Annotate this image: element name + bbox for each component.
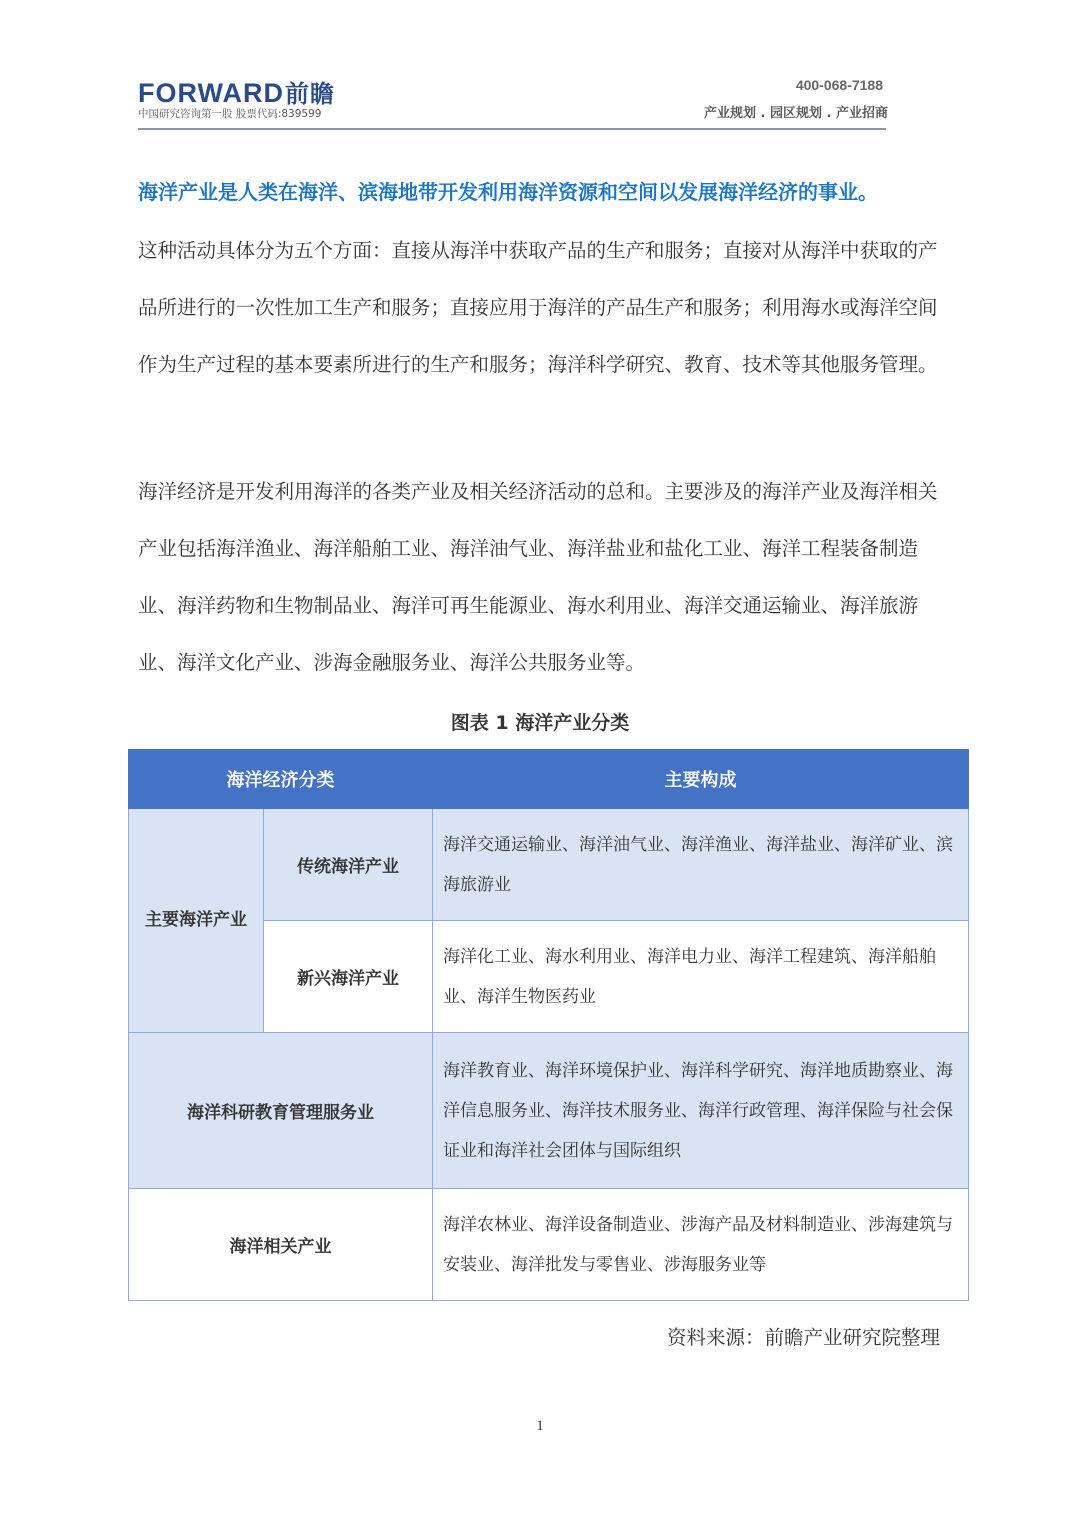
logo-letter-f: F xyxy=(138,78,156,108)
table-row xyxy=(129,1189,969,1301)
paragraph-marine-economy: 海洋经济是开发利用海洋的各类产业及相关经济活动的总和。主要涉及的海洋产业及海洋相关产业包括海洋渔业、海洋船舶工业、海洋油气业、海洋盐业和盐化工业、海洋工程装备制造业、海洋药物和生物制品业、海洋可再生能源业、海水利用业、海洋交通运输业、海洋旅游业、海洋文化产业、涉海金融服务业、海洋公共服务业等。 xyxy=(138,480,938,674)
logo-letters-rest: RWARD xyxy=(177,78,285,108)
category-cell: 新兴海洋产业 xyxy=(264,921,433,1033)
page-number: 1 xyxy=(536,1418,544,1434)
forward-logo xyxy=(138,74,335,109)
figure-title: 图表 1 海洋产业分类 xyxy=(450,712,630,734)
composition-cell: 海洋教育业、海洋环境保护业、海洋科学研究、海洋地质勘察业、海洋信息服务业、海洋技术服务业、海洋行政管理、海洋保险与社会保证业和海洋社会团体与国际组织 xyxy=(433,1033,969,1189)
header-composition: 主要构成 xyxy=(433,750,969,809)
category-cell: 传统海洋产业 xyxy=(264,809,433,921)
table-header-row xyxy=(129,750,969,809)
header-divider xyxy=(138,128,886,130)
category-cell: 海洋相关产业 xyxy=(129,1189,433,1301)
lead-sentence: 海洋产业是人类在海洋、滨海地带开发利用海洋资源和空间以发展海洋经济的事业。 xyxy=(138,180,878,204)
classification-table xyxy=(128,749,969,1301)
main-group-cell: 主要海洋产业 xyxy=(129,809,264,1033)
table-row xyxy=(129,1033,969,1189)
composition-cell: 海洋交通运输业、海洋油气业、海洋渔业、海洋盐业、海洋矿业、滨海旅游业 xyxy=(433,809,969,921)
header-classification: 海洋经济分类 xyxy=(129,750,433,809)
paragraph-activities: 这种活动具体分为五个方面：直接从海洋中获取产品的生产和服务；直接对从海洋中获取的产品所进行的一次性加工生产和服务；直接应用于海洋的产品生产和服务；利用海水或海洋空间作为生产过程的基本要素所进行的生产和服务；海洋科学研究、教育、技术等其他服务管理。 xyxy=(138,239,938,376)
table-row xyxy=(129,809,969,921)
composition-cell: 海洋农林业、海洋设备制造业、涉海产品及材料制造业、涉海建筑与安装业、海洋批发与零售业、涉海服务业等 xyxy=(433,1189,969,1301)
source-note: 资料来源：前瞻产业研究院整理 xyxy=(666,1326,940,1349)
logo-subtitle: 中国研究咨询第一股 股票代码:839599 xyxy=(138,108,322,120)
logo-chinese: 前瞻 xyxy=(285,80,336,108)
header-tagline: 产业规划 . 园区规划 . 产业招商 xyxy=(704,106,888,121)
logo-letter-o: O xyxy=(155,78,178,108)
category-cell: 海洋科研教育管理服务业 xyxy=(129,1033,433,1189)
composition-cell: 海洋化工业、海水利用业、海洋电力业、海洋工程建筑、海洋船舶业、海洋生物医药业 xyxy=(433,921,969,1033)
phone-number: 400-068-7188 xyxy=(795,77,883,93)
